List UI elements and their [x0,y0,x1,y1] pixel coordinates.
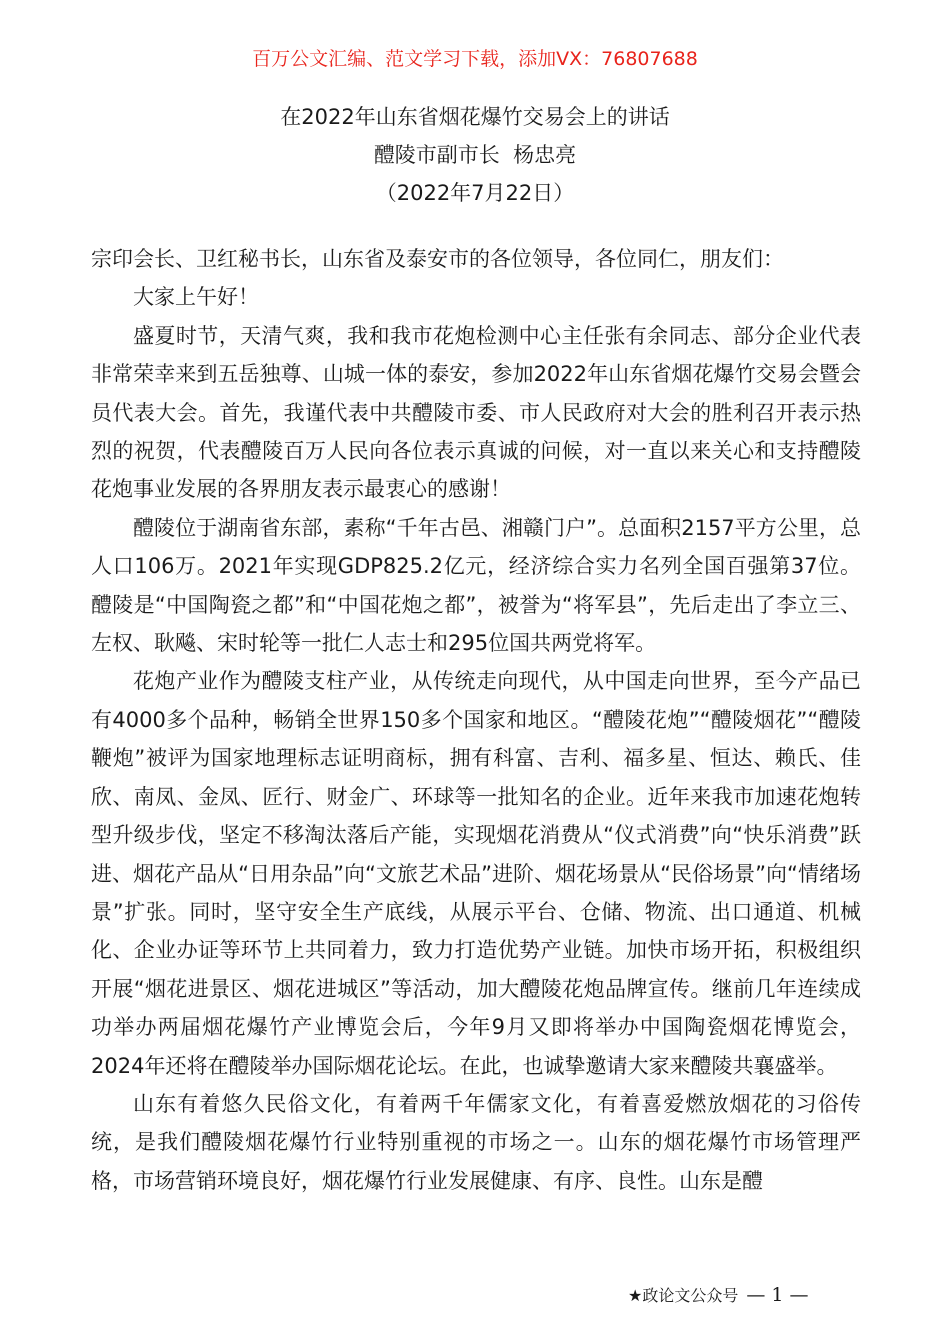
speech-date: （2022年7月22日） [375,181,575,205]
salutation: 宗印会长、卫红秘书长，山东省及泰安市的各位领导，各位同仁，朋友们： [91,247,784,271]
paragraph-shandong-market: 山东有着悠久民俗文化，有着两千年儒家文化，有着喜爱燃放烟花的习俗传统，是我们醴陵烟花爆竹行业特别重视的市场之一。山东的烟花爆竹市场管理严格，市场营销环境良好，烟花爆竹行业发展健康、有序、良性。山东是醴 [91,1091,861,1193]
page-number: — 1 — [746,1284,809,1306]
paragraph-greeting: 大家上午好！ [133,285,259,310]
footer-source: ★政论文公众号 [628,1286,739,1305]
speech-title-block [0,98,950,212]
paragraph-welcome: 盛夏时节，天清气爽，我和我市花炮检测中心主任张有余同志、部分企业代表非常荣幸来到五岳独尊、山城一体的泰安，参加2022年山东省烟花爆竹交易会暨会员代表大会。首先，我谨代表中共醴陵市委、市人民政府对大会的胜利召开表示热烈的祝贺，代表醴陵百万人民向各位表示真诚的问候，对一直以来关心和支持醴陵花炮事业发展的各界朋友表示最衷心的感谢！ [91,323,861,502]
speech-body [91,240,861,1200]
page-footer [628,1283,809,1308]
speech-title: 在2022年山东省烟花爆竹交易会上的讲话 [280,105,670,129]
download-banner: 百万公文汇编、范文学习下载，添加VX：76807688 [252,48,698,70]
speech-author: 醴陵市副市长 杨忠亮 [373,143,577,167]
paragraph-liling-intro: 醴陵位于湖南省东部，素称“千年古邑、湘赣门户”。总面积2157平方公里，总人口106万。2021年实现GDP825.2亿元，经济综合实力名列全国百强第37位。醴陵是“中国陶瓷之都”和“中国花炮之都”，被誉为“将军县”，先后走出了李立三、左权、耿飚、宋时轮等一批仁人志士和295位国共两党将军。 [91,515,861,656]
paragraph-fireworks-industry: 花炮产业作为醴陵支柱产业，从传统走向现代，从中国走向世界，至今产品已有4000多个品种，畅销全世界150多个国家和地区。“醴陵花炮”“醴陵烟花”“醴陵鞭炮”被评为国家地理标志证明商标，拥有科富、吉利、福多星、恒达、赖氏、佳欣、南凤、金凤、匠行、财金广、环球等一批知名的企业。近年来我市加速花炮转型升级步伐，坚定不移淘汰落后产能，实现烟花消费从“仪式消费”向“快乐消费”跃进、烟花产品从“日用杂品”向“文旅艺术品”进阶、烟花场景从“民俗场景”向“情绪场景”扩张。同时，坚守安全生产底线，从展示平台、仓储、物流、出口通道、机械化、企业办证等环节上共同着力，致力打造优势产业链。加快市场开拓，积极组织开展“烟花进景区、烟花进城区”等活动，加大醴陵花炮品牌宣传。继前几年连续成功举办两届烟花爆竹产业博览会后，今年9月又即将举办中国陶瓷烟花博览会，2024年还将在醴陵举办国际烟花论坛。在此，也诚挚邀请大家来醴陵共襄盛举。 [91,669,861,1078]
